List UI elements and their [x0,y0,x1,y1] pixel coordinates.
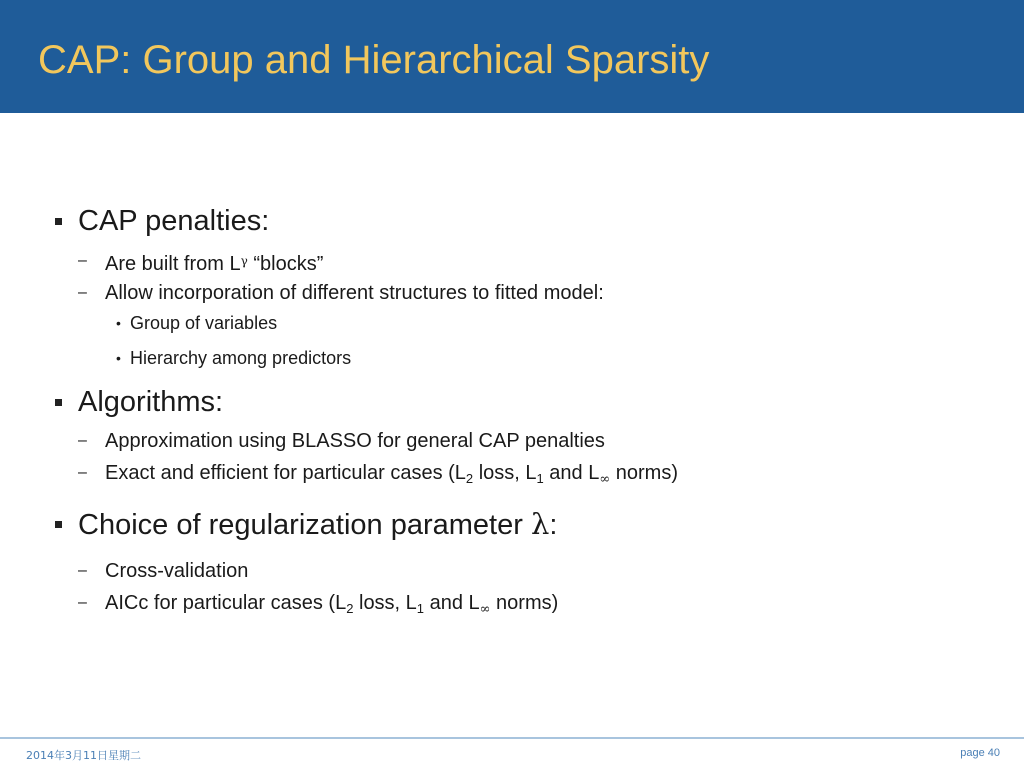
square-bullet-icon [55,218,62,225]
text-part: norms) [610,462,678,484]
footer-date: 2014年3月11日星期二 [26,749,141,762]
sub-sub-bullet-hierarchy [116,347,352,369]
dash-bullet-icon: – [78,432,87,449]
bullet-text: Choice of regularization parameter [78,509,531,541]
sub-bullet-aicc [78,591,559,617]
subscript-infinity: ∞ [599,472,611,487]
dash-bullet-icon: – [78,594,87,611]
subscript-2: 2 [346,601,354,616]
bullet-cap-penalties [78,204,269,238]
sub-bullet-built-from [78,249,324,276]
sub-bullet-text: Approximation using BLASSO for general CAP penalties [105,430,605,452]
sub-bullet-text-tail: “blocks” [247,253,324,275]
gamma-superscript: γ [240,254,248,268]
slide-title: CAP: Group and Hierarchical Sparsity [38,38,710,82]
square-bullet-icon [55,399,62,406]
sub-sub-bullet-text: Hierarchy among predictors [130,348,352,368]
square-bullet-icon [55,521,62,528]
text-part: Exact and efficient for particular cases (L [105,462,466,484]
bullet-text: Algorithms: [78,386,224,418]
text-part: AICc for particular cases (L [105,592,347,614]
bullet-text: CAP penalties: [78,205,270,237]
subscript-1: 1 [536,471,544,486]
text-part: loss, L [473,462,537,484]
sub-bullet-approximation [78,429,605,453]
bullet-choice-of-regularization [78,507,557,542]
text-part: loss, L [353,592,417,614]
dash-bullet-icon: – [78,464,87,481]
sub-bullet-cross-validation [78,559,249,583]
text-part: and L [424,592,480,614]
sub-bullet-text: Allow incorporation of different structures to fitted model: [105,282,604,304]
subscript-2: 2 [465,471,474,486]
sub-bullet-text: Are built from L [105,253,241,275]
sub-sub-bullet-group [116,312,278,334]
text-part: norms) [490,592,559,614]
sub-bullet-exact-efficient [78,461,678,487]
sub-bullet-text: Cross-validation [105,560,249,582]
bullet-algorithms [78,385,223,419]
footer-divider [0,737,1024,739]
dash-bullet-icon: – [78,252,87,269]
page-number: page 40 [960,747,1000,759]
dot-bullet-icon: • [116,315,121,331]
sub-bullet-allow-incorporation [78,281,604,305]
subscript-1: 1 [416,601,425,616]
dot-bullet-icon: • [116,350,121,366]
lambda-symbol: λ [530,507,550,541]
bullet-text-colon: : [549,509,558,541]
sub-sub-bullet-text: Group of variables [130,313,278,333]
text-part: and L [543,462,600,484]
subscript-infinity: ∞ [479,602,491,617]
title-bar [0,0,1024,113]
dash-bullet-icon: – [78,284,87,301]
dash-bullet-icon: – [78,562,87,579]
